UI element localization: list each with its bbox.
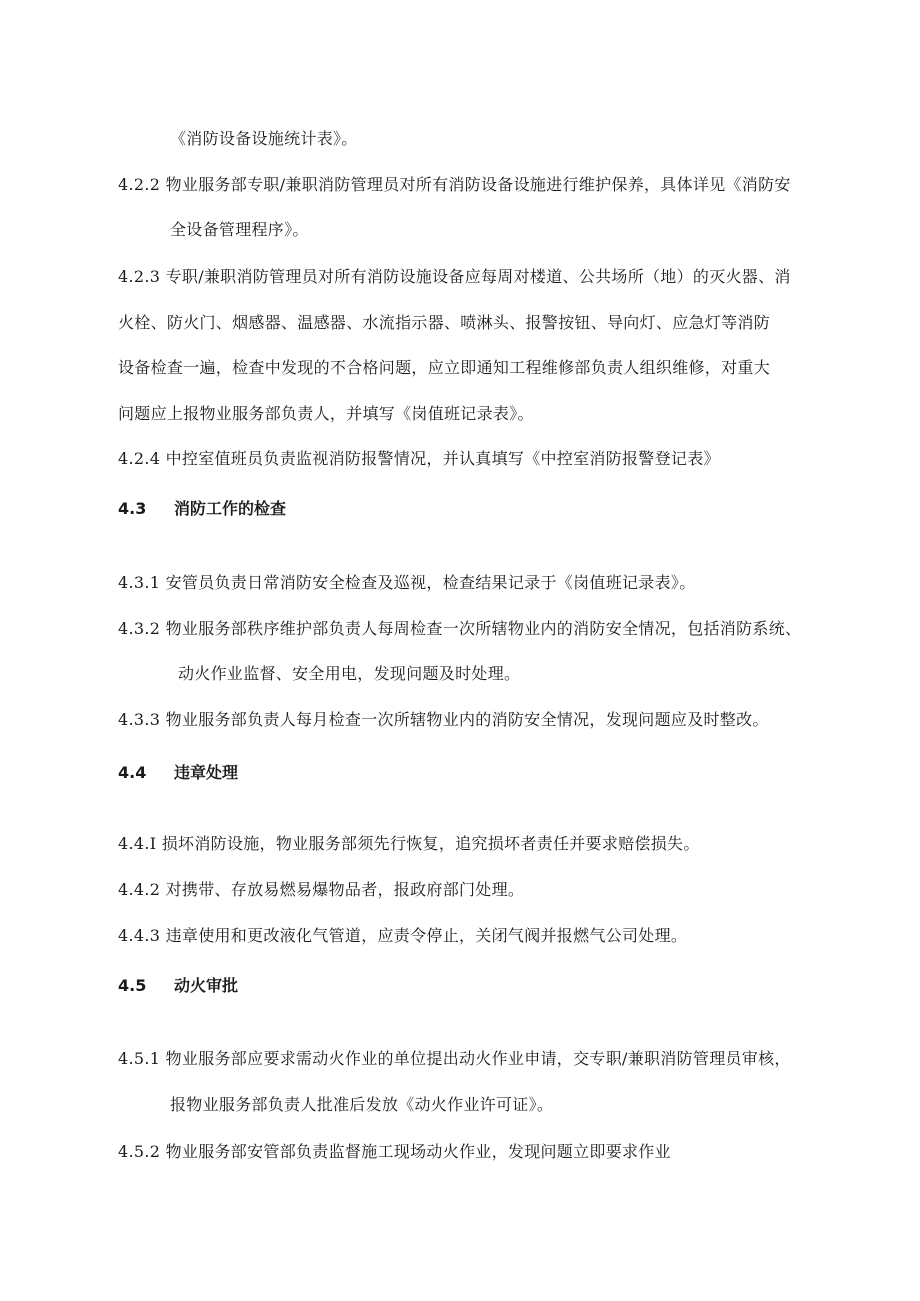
paragraph-line: 4.5.1 物业服务部应要求需动火作业的单位提出动火作业申请，交专职/兼职消防管理员审核， — [118, 1049, 791, 1068]
section-number: 4.4 — [118, 763, 147, 782]
paragraph-line: 报物业服务部负责人批准后发放《动火作业许可证》。 — [170, 1095, 554, 1114]
paragraph-line: 4.2.3 专职/兼职消防管理员对所有消防设施设备应每周对楼道、公共场所（地）的灭火器、消 — [118, 267, 791, 286]
section-heading-4-4 — [118, 763, 238, 783]
section-heading-4-3 — [118, 499, 286, 519]
section-heading-4-5 — [118, 976, 238, 996]
paragraph-line: 4.3.3 物业服务部负责人每月检查一次所辖物业内的消防安全情况，发现问题应及时整改。 — [118, 710, 769, 729]
section-title: 动火审批 — [174, 976, 239, 995]
paragraph-line: 动火作业监督、安全用电，发现问题及时处理。 — [178, 664, 521, 683]
paragraph-line: 4.2.4 中控室值班员负责监视消防报警情况，并认真填写《中控室消防报警登记表》 — [118, 449, 720, 468]
section-title: 消防工作的检查 — [174, 499, 287, 518]
paragraph-line: 4.2.2 物业服务部专职/兼职消防管理员对所有消防设备设施进行维护保养，具体详见《消防安 — [118, 175, 791, 194]
paragraph-line: 4.4.3 违章使用和更改液化气管道，应责令停止，关闭气阀并报燃气公司处理。 — [118, 926, 688, 945]
paragraph-line: 4.4.I 损坏消防设施，物业服务部须先行恢复，追究损坏者责任并要求赔偿损失。 — [118, 834, 700, 853]
paragraph-line: 《消防设备设施统计表》。 — [170, 129, 358, 148]
paragraph-line: 4.4.2 对携带、存放易燃易爆物品者，报政府部门处理。 — [118, 880, 525, 899]
paragraph-line: 全设备管理程序》。 — [170, 220, 309, 239]
paragraph-line: 4.3.2 物业服务部秩序维护部负责人每周检查一次所辖物业内的消防安全情况，包括消防系统、 — [118, 619, 802, 638]
section-title: 违章处理 — [174, 763, 239, 782]
paragraph-line: 4.5.2 物业服务部安管部负责监督施工现场动火作业，发现问题立即要求作业 — [118, 1142, 671, 1161]
section-number: 4.5 — [118, 976, 147, 995]
paragraph-line: 4.3.1 安管员负责日常消防安全检查及巡视，检查结果记录于《岗值班记录表》。 — [118, 573, 696, 592]
paragraph-line: 问题应上报物业服务部负责人，并填写《岗值班记录表》。 — [118, 404, 534, 423]
section-number: 4.3 — [118, 499, 147, 518]
paragraph-line: 火栓、防火门、烟感器、温感器、水流指示器、喷淋头、报警按钮、导向灯、应急灯等消防 — [118, 313, 771, 332]
paragraph-line: 设备检查一遍，检查中发现的不合格问题，应立即通知工程维修部负责人组织维修，对重大 — [118, 358, 771, 377]
